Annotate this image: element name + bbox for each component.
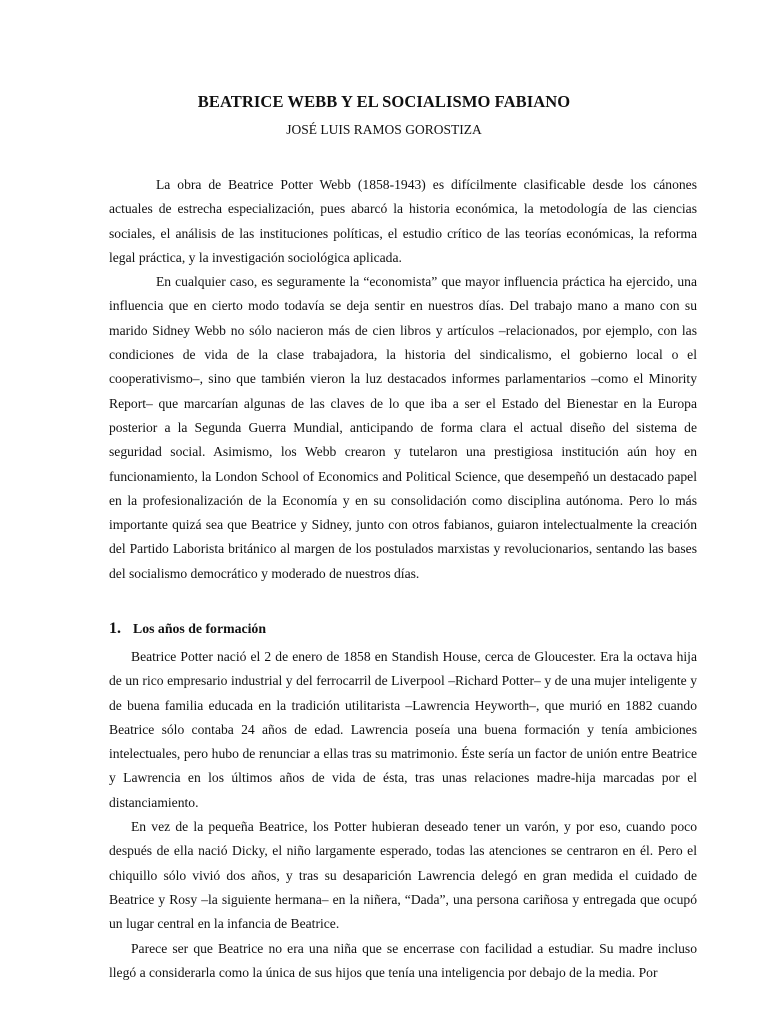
section-body xyxy=(109,645,697,985)
intro-section xyxy=(109,173,697,586)
paragraph: Parece ser que Beatrice no era una niña que se encerrase con facilidad a estudiar. Su madre incluso llegó a considerarla como la única de sus hijos que tenía una inteligencia por debajo de la media. Por xyxy=(109,940,697,980)
paragraph: Beatrice Potter nació el 2 de enero de 1858 en Standish House, cerca de Gloucester. Era la octava hija de un rico empresario industrial y del ferrocarril de Liverpool –Richard Potter– y de una mujer inteligente y de buena familia educada en la tradición utilitarista –Lawrencia Heyworth–, que murió en 1882 cuando Beatrice sólo contaba 24 años de edad. Lawrencia poseía una buena formación y tenía ambiciones intelectuales, pero hubo de renunciar a ellas tras su matrimonio. Éste sería un factor de unión entre Beatrice y Lawrencia en los últimos años de vida de ésta, tras unas relaciones madre-hija marcadas por el distanciamiento. xyxy=(109,649,697,810)
paragraph: La obra de Beatrice Potter Webb (1858-1943) es difícilmente clasificable desde los cánones actuales de estrecha especialización, pues abarcó la historia económica, la metodología de las ciencias sociales, el análisis de las instituciones políticas, el estudio crítico de las teorías económicas, la reforma legal práctica, y la investigación sociológica aplicada. xyxy=(109,177,697,265)
page-title: BEATRICE WEBB Y EL SOCIALISMO FABIANO xyxy=(197,92,571,111)
paragraph: En cualquier caso, es seguramente la “economista” que mayor influencia práctica ha ejercido, una influencia que en cierto modo todavía se deja sentir en nuestros días. Del trabajo mano a mano con su marido Sidney Webb no sólo nacieron más de cien libros y artículos –relacionados, por ejemplo, con las condiciones de vida de la clase trabajadora, la historia del sindicalismo, el gobierno local o el cooperativismo–, sino que también vieron la luz destacados informes parlamentarios –como el Minority Report– que marcarían algunas de las claves de lo que iba a ser el Estado del Bienestar en la Europa posterior a la Segunda Guerra Mundial, anticipando de forma clara el actual diseño del sistema de seguridad social. Asimismo, los Webb crearon y tutelaron una prestigiosa institución aún hoy en funcionamiento, la London School of Economics and Political Science, que desempeñó un destacado papel en la profesionalización de la Economía y en su consolidación como disciplina autónoma. Pero lo más importante quizá sea que Beatrice y Sidney, junto con otros fabianos, guiaron intelectualmente la creación del Partido Laborista británico al margen de los postulados marxistas y revolucionarios, sentando las bases del socialismo democrático y moderado de nuestros días. xyxy=(109,274,697,581)
section-number: 1. xyxy=(109,620,121,637)
paragraph: En vez de la pequeña Beatrice, los Potter hubieran deseado tener un varón, y por eso, cuando poco después de ella nació Dicky, el niño largamente esperado, todas las atenciones se centraron en él. Pero el chiquillo sólo vivió dos años, y tras su desaparición Lawrencia delegó en gran medida el cuidado de Beatrice y Rosy –la siguiente hermana– en la niñera, “Dada”, una persona cariñosa y entregada que ocupó un lugar central en la infancia de Beatrice. xyxy=(109,819,697,932)
author-name: JOSÉ LUIS RAMOS GOROSTIZA xyxy=(286,122,482,137)
section-title: Los años de formación xyxy=(133,621,266,636)
section-heading xyxy=(109,620,266,638)
